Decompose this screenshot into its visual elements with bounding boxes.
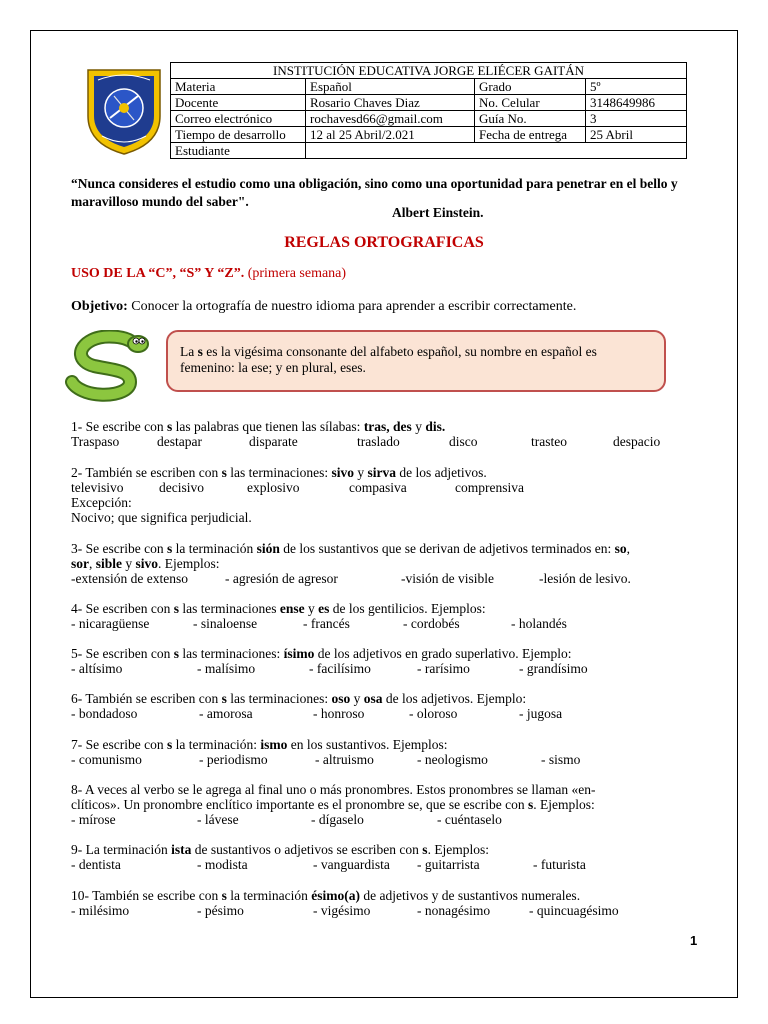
- rule-1: [71, 419, 696, 449]
- rule-text: y: [304, 601, 319, 616]
- table-cell: Correo electrónico: [171, 111, 306, 127]
- rule-text: 8- A veces al verbo se le agrega al final uno o más pronombres. Estos pronombres se llaman «en-: [71, 782, 596, 797]
- examples-row: [71, 661, 696, 676]
- rule-keyword: s: [221, 888, 227, 903]
- rule-text: clíticos». Un pronombre enclítico importante es el pronombre se, que se escribe con: [71, 797, 528, 812]
- rule-text: 2- También se escriben con: [71, 465, 222, 480]
- example-word: - vigésimo: [313, 903, 371, 918]
- rule-5: [71, 646, 696, 676]
- student-name-field: [306, 143, 687, 159]
- rule-keyword: s: [422, 842, 428, 857]
- rule-keyword: s: [166, 419, 173, 434]
- example-word: televisivo: [71, 480, 124, 495]
- example-word: destapar: [157, 434, 202, 449]
- rule-keyword: ísimo: [283, 646, 315, 661]
- rule-text: 5- Se escriben con: [71, 646, 174, 661]
- rule-keyword: tras, des: [363, 419, 412, 434]
- rule-keyword: sirva: [367, 465, 397, 480]
- table-cell: rochavesd66@gmail.com: [306, 111, 475, 127]
- rule-note: Nocivo; que significa perjudicial.: [71, 510, 252, 525]
- rule-6: [71, 691, 696, 721]
- example-word: - sismo: [541, 752, 581, 767]
- objective-text: Conocer la ortografía de nuestro idioma para aprender a escribir correctamente.: [127, 299, 577, 314]
- table-row: [171, 95, 687, 111]
- quote-author: Albert Einstein.: [392, 205, 484, 220]
- rule-statement-continued: [71, 797, 696, 812]
- table-cell: 12 al 25 Abril/2.021: [306, 127, 475, 143]
- rule-text: 9- La terminación: [71, 842, 172, 857]
- table-cell: Guía No.: [475, 111, 586, 127]
- example-word: - bondadoso: [71, 706, 138, 721]
- table-cell: Español: [306, 79, 475, 95]
- table-cell: Docente: [171, 95, 306, 111]
- table-row: [171, 127, 687, 143]
- rule-keyword: sible: [95, 556, 123, 571]
- definition-callout: [166, 330, 666, 392]
- rule-text: de sustantivos o adjetivos se escriben con: [191, 842, 423, 857]
- rule-statement: [71, 601, 696, 616]
- objective: [71, 299, 576, 315]
- example-word: compasiva: [349, 480, 407, 495]
- example-word: trasteo: [531, 434, 567, 449]
- rule-3: [71, 541, 696, 586]
- rule-keyword: s: [166, 541, 173, 556]
- rule-keyword: ésimo(a): [311, 888, 360, 903]
- example-word: -visión de visible: [401, 571, 494, 586]
- example-word: comprensiva: [455, 480, 524, 495]
- example-word: -lesión de lesivo.: [539, 571, 631, 586]
- rule-keyword: s: [166, 737, 173, 752]
- table-cell: Fecha de entrega: [475, 127, 586, 143]
- example-word: - honroso: [313, 706, 365, 721]
- example-word: traslado: [357, 434, 400, 449]
- rule-text: las terminaciones:: [226, 691, 332, 706]
- examples-row: [71, 480, 696, 495]
- example-word: Traspaso: [71, 434, 120, 449]
- rule-statement: [71, 465, 696, 480]
- example-word: - dígaselo: [311, 812, 364, 827]
- table-cell: No. Celular: [475, 95, 586, 111]
- rule-statement: [71, 737, 696, 752]
- quote-text: “Nunca consideres el estudio como una obligación, sino como una oportunidad para penetrar en el bello y maravilloso mundo del saber".: [71, 176, 678, 209]
- rule-statement: [71, 782, 696, 797]
- rule-text: 10- También se escribe con: [71, 888, 222, 903]
- section-subtitle: [71, 266, 346, 282]
- example-word: - milésimo: [71, 903, 130, 918]
- example-word: explosivo: [247, 480, 300, 495]
- examples-row: [71, 903, 696, 918]
- example-word: - rarísimo: [417, 661, 470, 676]
- rule-keyword: sor: [71, 556, 89, 571]
- example-word: despacio: [613, 434, 661, 449]
- callout-bold-letter: s: [197, 344, 203, 359]
- example-word: - facilísimo: [309, 661, 371, 676]
- snake-letter-s-icon: [64, 330, 156, 402]
- example-word: - dentista: [71, 857, 121, 872]
- example-word: - neologismo: [417, 752, 488, 767]
- rule-text: las terminaciones:: [178, 646, 284, 661]
- example-word: - futurista: [533, 857, 586, 872]
- rule-keyword: so: [614, 541, 627, 556]
- example-word: - malísimo: [197, 661, 256, 676]
- rule-text: la terminación: [172, 541, 257, 556]
- example-word: - altruismo: [315, 752, 374, 767]
- example-word: - oloroso: [409, 706, 458, 721]
- rule-4: [71, 601, 696, 631]
- rule-keyword: s: [221, 465, 227, 480]
- example-word: decisivo: [159, 480, 204, 495]
- example-word: - quincuagésimo: [529, 903, 619, 918]
- example-word: - mírose: [71, 812, 116, 827]
- rule-text: y: [350, 691, 364, 706]
- subtitle-note: (primera semana): [244, 266, 347, 281]
- example-word: - cuéntaselo: [437, 812, 502, 827]
- page-title: REGLAS ORTOGRAFICAS: [284, 234, 484, 251]
- table-cell: 25 Abril: [586, 127, 687, 143]
- example-word: - grandísimo: [519, 661, 588, 676]
- rule-keyword: osa: [363, 691, 383, 706]
- rule-text: ,: [626, 541, 631, 556]
- rule-10: [71, 888, 696, 918]
- rule-text: y: [411, 419, 426, 434]
- rule-keyword: s: [221, 691, 227, 706]
- rule-keyword: s: [527, 797, 534, 812]
- subtitle-main: USO DE LA “C”, “S” Y “Z”.: [71, 266, 245, 281]
- rule-text: la terminación: [226, 888, 312, 903]
- school-crest-logo: [84, 66, 164, 156]
- rule-text: 7- Se escribe con: [71, 737, 167, 752]
- rule-keyword: s: [173, 646, 179, 661]
- table-row: [171, 111, 687, 127]
- examples-row: [71, 434, 696, 449]
- examples-row: [71, 616, 696, 631]
- example-word: - altísimo: [71, 661, 123, 676]
- rule-7: [71, 737, 696, 767]
- rule-keyword: s: [173, 601, 179, 616]
- rule-9: [71, 842, 696, 872]
- rule-statement-continued: [71, 556, 696, 571]
- rule-text: 1- Se escribe con: [71, 419, 167, 434]
- example-word: - agresión de agresor: [225, 571, 338, 586]
- rule-text: las terminaciones:: [226, 465, 332, 480]
- examples-row: [71, 857, 696, 872]
- example-word: - amorosa: [199, 706, 253, 721]
- example-word: - lávese: [197, 812, 239, 827]
- table-cell: 5º: [586, 79, 687, 95]
- table-cell: Grado: [475, 79, 586, 95]
- rule-text: . Ejemplos:: [533, 797, 595, 812]
- example-word: -extensión de extenso: [71, 571, 188, 586]
- example-word: - nonagésimo: [417, 903, 491, 918]
- example-word: - comunismo: [71, 752, 142, 767]
- rule-text: 3- Se escribe con: [71, 541, 167, 556]
- rule-keyword: ense: [279, 601, 305, 616]
- example-word: - francés: [303, 616, 350, 631]
- example-word: - vanguardista: [313, 857, 390, 872]
- rule-text: 6- También se escriben con: [71, 691, 222, 706]
- rule-text: . Ejemplos:: [158, 556, 220, 571]
- examples-row: [71, 571, 696, 586]
- example-word: - periodismo: [199, 752, 268, 767]
- rule-text: la terminación:: [172, 737, 261, 752]
- example-word: disparate: [249, 434, 298, 449]
- example-word: disco: [449, 434, 478, 449]
- table-cell: Tiempo de desarrollo: [171, 127, 306, 143]
- table-cell: 3148649986: [586, 95, 687, 111]
- rule-note: Excepción:: [71, 495, 132, 510]
- example-word: - cordobés: [403, 616, 460, 631]
- rule-statement: [71, 888, 696, 903]
- callout-text: La: [180, 344, 198, 359]
- rule-text: en los sustantivos. Ejemplos:: [287, 737, 448, 752]
- examples-row: [71, 706, 696, 721]
- rule-text: ,: [89, 556, 96, 571]
- rule-text: de los adjetivos en grado superlativo. Ejemplo:: [314, 646, 572, 661]
- page-number: 1: [690, 933, 698, 948]
- rule-statement: [71, 691, 696, 706]
- examples-row: [71, 812, 696, 827]
- rule-text: . Ejemplos:: [427, 842, 490, 857]
- table-cell: Rosario Chaves Diaz: [306, 95, 475, 111]
- rule-statement: [71, 842, 696, 857]
- example-word: - sinaloense: [193, 616, 258, 631]
- rule-keyword: oso: [331, 691, 351, 706]
- objective-label: Objetivo:: [71, 299, 128, 314]
- examples-row: [71, 752, 696, 767]
- rule-keyword: dis.: [425, 419, 446, 434]
- table-row: [171, 79, 687, 95]
- example-word: - guitarrista: [417, 857, 480, 872]
- example-word: - modista: [197, 857, 248, 872]
- rule-text: de los gentilicios. Ejemplos:: [329, 601, 486, 616]
- callout-text: es la vigésima consonante del alfabeto español, su nombre en español es femenino: la ese; y en plural, eses.: [180, 344, 597, 375]
- rule-text: de los adjetivos. Ejemplo:: [382, 691, 527, 706]
- example-word: - holandés: [511, 616, 567, 631]
- rule-statement: [71, 541, 696, 556]
- rule-statement: [71, 646, 696, 661]
- table-cell: Materia: [171, 79, 306, 95]
- table-cell: Estudiante: [171, 143, 306, 159]
- example-word: - pésimo: [197, 903, 244, 918]
- rule-keyword: sión: [256, 541, 280, 556]
- rule-text: 4- Se escriben con: [71, 601, 174, 616]
- rule-keyword: sivo: [135, 556, 159, 571]
- example-word: - nicaragüense: [71, 616, 150, 631]
- rule-text: de adjetivos y de sustantivos numerales.: [359, 888, 581, 903]
- rule-text: y: [354, 465, 368, 480]
- rule-text: las terminaciones: [178, 601, 280, 616]
- rule-keyword: ismo: [260, 737, 288, 752]
- institution-name: INSTITUCIÓN EDUCATIVA JORGE ELIÉCER GAITÁN: [171, 63, 687, 79]
- info-table: [170, 62, 687, 159]
- rule-text: de los sustantivos que se derivan de adjetivos terminados en:: [279, 541, 615, 556]
- table-row: [171, 143, 687, 159]
- rule-keyword: ista: [171, 842, 192, 857]
- rule-text: y: [122, 556, 136, 571]
- rule-keyword: es: [318, 601, 330, 616]
- rule-keyword: sivo: [331, 465, 355, 480]
- rule-statement: [71, 419, 696, 434]
- table-cell: 3: [586, 111, 687, 127]
- rule-8: [71, 782, 696, 827]
- rule-text: de los adjetivos.: [396, 465, 487, 480]
- example-word: - jugosa: [519, 706, 563, 721]
- rule-text: las palabras que tienen las sílabas:: [172, 419, 364, 434]
- rule-2: [71, 465, 696, 525]
